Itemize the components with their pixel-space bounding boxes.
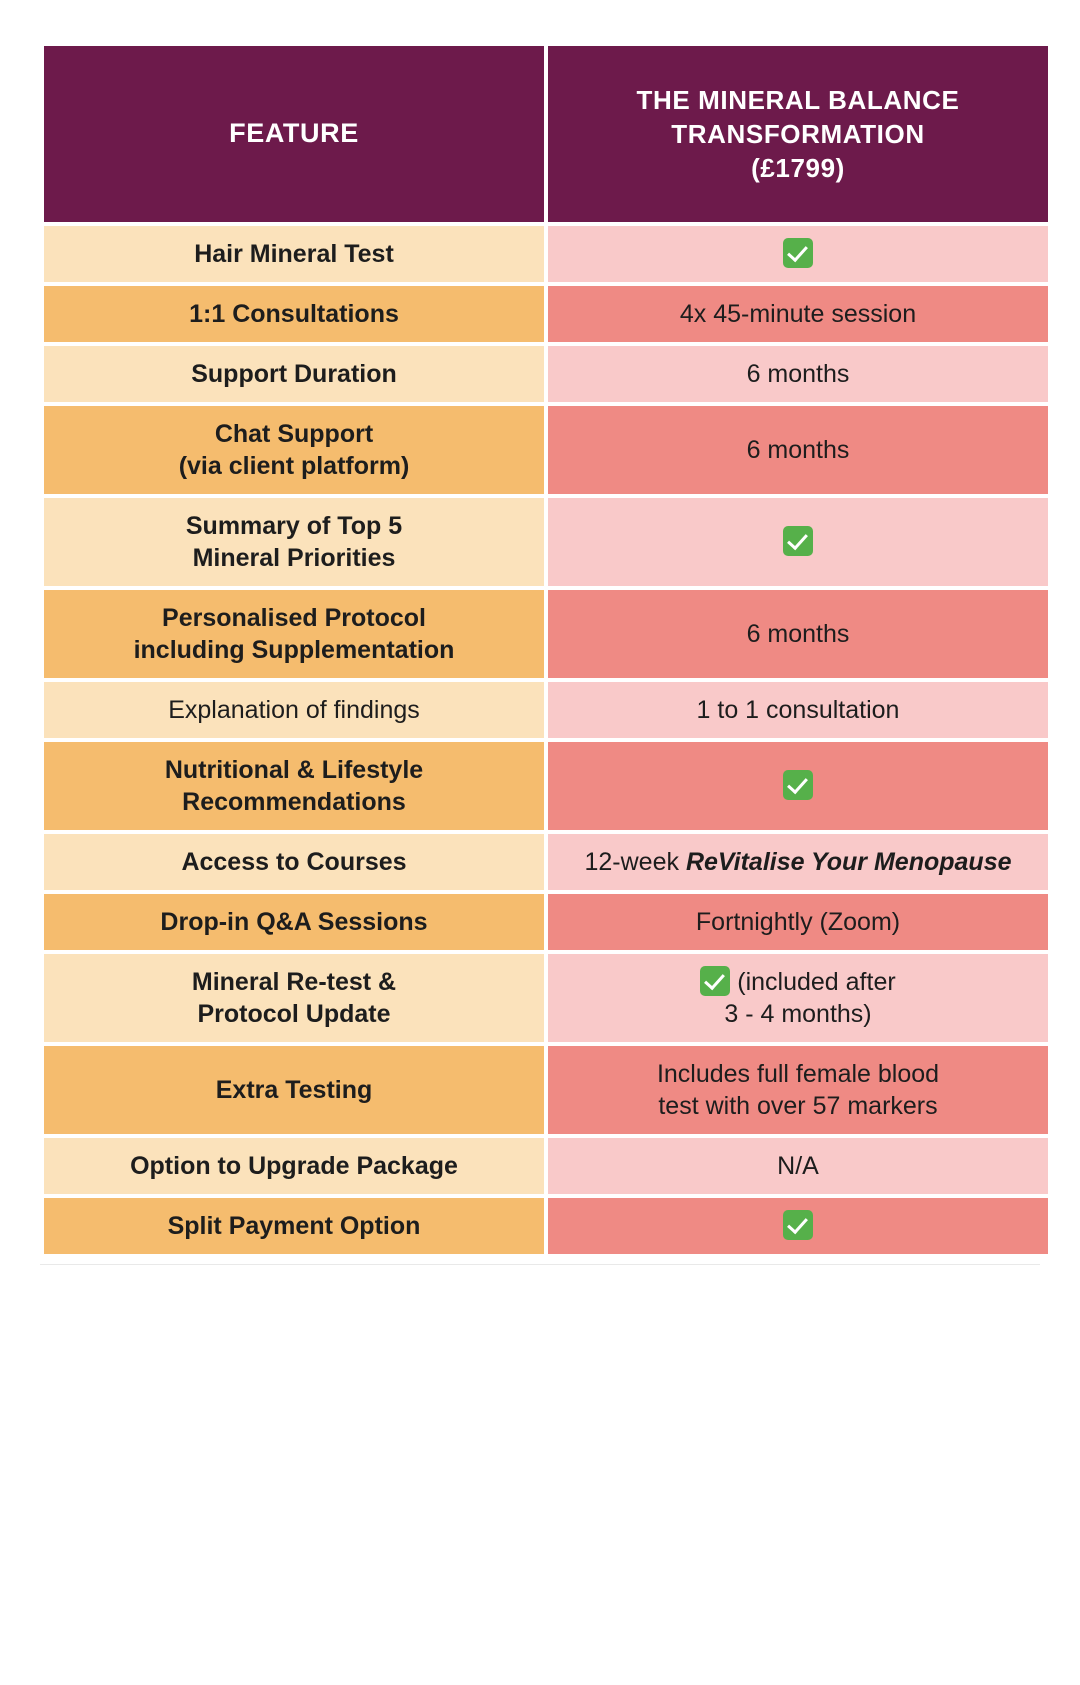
table-row: [44, 894, 1048, 950]
feature-label-line1: Summary of Top 5: [185, 512, 403, 540]
value-cell: [548, 742, 1048, 830]
value-note-line1: (included after: [737, 968, 896, 996]
table-row: [44, 406, 1048, 494]
feature-label: Support Duration: [44, 346, 544, 402]
column-header-package: [548, 46, 1048, 222]
feature-label: Hair Mineral Test: [44, 226, 544, 282]
table-row: [44, 1046, 1048, 1134]
feature-label: [44, 742, 544, 830]
table-row: [44, 226, 1048, 282]
value-cell: [548, 834, 1048, 890]
value-note-line2: 3 - 4 months): [724, 1000, 872, 1028]
feature-label: Explanation of findings: [44, 682, 544, 738]
table-row: [44, 954, 1048, 1042]
feature-label: Option to Upgrade Package: [44, 1138, 544, 1194]
value-cell: [548, 1198, 1048, 1254]
value-cell: Fortnightly (Zoom): [548, 894, 1048, 950]
feature-label: [44, 590, 544, 678]
value-cell: [548, 1046, 1048, 1134]
package-price: (£1799): [751, 153, 845, 184]
value-cell: 6 months: [548, 346, 1048, 402]
value-cell: [548, 498, 1048, 586]
value-line1: [562, 966, 1034, 998]
check-mark-icon: [783, 770, 813, 800]
value-cell: 4x 45-minute session: [548, 286, 1048, 342]
value-cell: [548, 954, 1048, 1042]
feature-label: [44, 954, 544, 1042]
table-row: [44, 1198, 1048, 1254]
feature-label-line2: Mineral Priorities: [192, 544, 396, 572]
table-row: [44, 286, 1048, 342]
table-row: [44, 742, 1048, 830]
table-row: [44, 1138, 1048, 1194]
value-line2: test with over 57 markers: [658, 1092, 938, 1120]
package-name-line2: TRANSFORMATION: [671, 118, 925, 149]
table-row: [44, 498, 1048, 586]
value-cell: N/A: [548, 1138, 1048, 1194]
value-cell: [548, 226, 1048, 282]
check-mark-icon: [783, 526, 813, 556]
check-mark-icon: [783, 238, 813, 268]
table-body: [44, 226, 1048, 1254]
feature-label-line1: Nutritional & Lifestyle: [164, 756, 424, 784]
package-comparison-table: [40, 42, 1052, 1258]
value-cell: 6 months: [548, 406, 1048, 494]
bottom-divider: [40, 1264, 1040, 1273]
feature-label-line2: Protocol Update: [197, 1000, 391, 1028]
feature-label-line2: including Supplementation: [133, 636, 455, 664]
feature-label: [44, 498, 544, 586]
value-cell: 1 to 1 consultation: [548, 682, 1048, 738]
table-row: [44, 590, 1048, 678]
value-course-name: ReVitalise Your Menopause: [685, 848, 1012, 876]
table-row: [44, 682, 1048, 738]
feature-label-line1: Chat Support: [214, 420, 374, 448]
value-cell: 6 months: [548, 590, 1048, 678]
feature-label: 1:1 Consultations: [44, 286, 544, 342]
feature-label-line1: Personalised Protocol: [162, 604, 426, 632]
feature-label: Extra Testing: [44, 1046, 544, 1134]
feature-label: Access to Courses: [44, 834, 544, 890]
package-name-line1: THE MINERAL BALANCE: [636, 84, 960, 115]
table-row: [44, 834, 1048, 890]
feature-label-line2: Recommendations: [182, 788, 406, 816]
feature-label-line2: (via client platform): [178, 452, 410, 480]
check-mark-icon: [700, 966, 730, 996]
table-header-row: [44, 46, 1048, 222]
value-prefix: 12-week: [584, 848, 686, 876]
feature-label: Drop-in Q&A Sessions: [44, 894, 544, 950]
table-row: [44, 346, 1048, 402]
column-header-feature: FEATURE: [44, 46, 544, 222]
value-line1: Includes full female blood: [656, 1060, 940, 1088]
feature-label: Split Payment Option: [44, 1198, 544, 1254]
check-mark-icon: [783, 1210, 813, 1240]
feature-label-line1: Mineral Re-test &: [191, 968, 397, 996]
feature-label: [44, 406, 544, 494]
